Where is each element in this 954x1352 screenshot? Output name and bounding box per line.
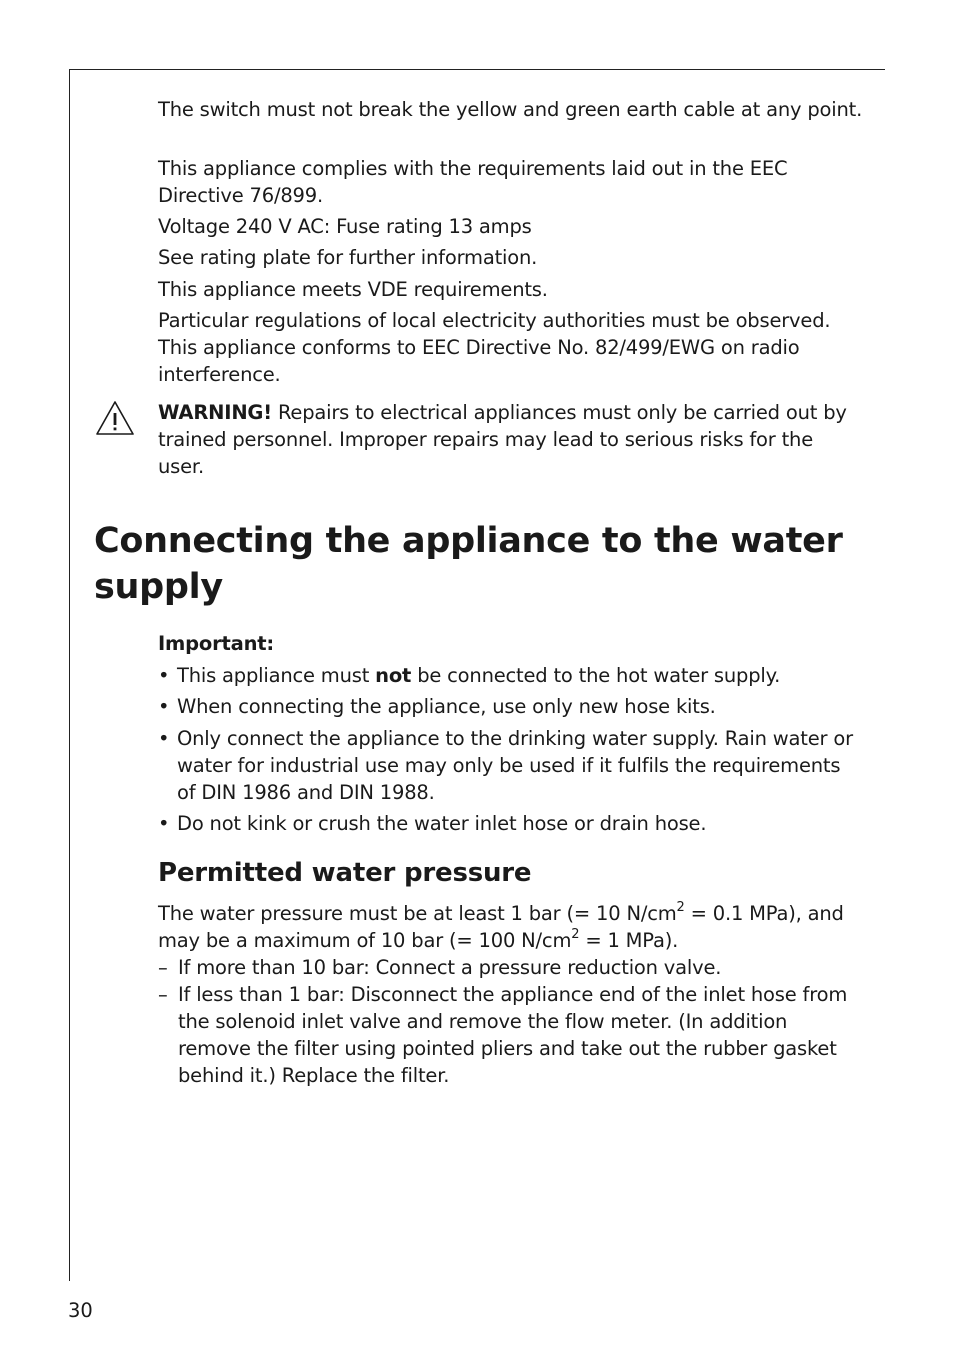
switch-note: The switch must not break the yellow and green earth cable at any point. [158,98,863,121]
list-item [158,662,863,689]
pressure-title: Permitted water pressure [158,858,532,888]
left-rule [69,69,70,1281]
warning-paragraph [158,399,863,480]
pressure-paragraph [158,900,863,954]
top-rule [69,69,885,70]
regulations-note: Particular regulations of local electricity authorities must be observed. This appliance conforms to EEC Directive No. 82/499/EWG on radio interference. [158,309,831,386]
list-item [158,810,863,837]
dash-1-text: If more than 10 bar: Connect a pressure reduction valve. [178,956,722,979]
warning-text: Repairs to electrical appliances must only be carried out by trained personnel. Improper repairs may lead to serious risks for the user. [158,401,847,478]
bullet-1-bold: not [375,664,412,687]
bullet-4-text: Do not kink or crush the water inlet hose or drain hose. [177,812,707,835]
pressure-line-1b: = 0.1 MPa), and [690,902,844,925]
bullet-icon: • [158,664,170,687]
voltage-note: Voltage 240 V AC: Fuse rating 13 amps [158,215,532,238]
pressure-line-2b: = 1 MPa). [585,929,679,952]
vde-note: This appliance meets VDE requirements. [158,278,548,301]
section-title: Connecting the appliance to the water supply [94,521,843,607]
rating-plate-note: See rating plate for further information. [158,246,538,269]
eec-note: This appliance complies with the requirements laid out in the EEC Directive 76/899. [158,157,788,207]
warning-label: WARNING! [158,401,272,424]
warning-triangle-icon [95,400,135,436]
dash-icon: – [158,956,168,979]
superscript-2: 2 [571,927,580,942]
page-number: 30 [68,1299,93,1322]
bullet-1-post: be connected to the hot water supply. [417,664,781,687]
superscript-2: 2 [676,900,685,915]
bullet-icon: • [158,695,170,718]
list-item [158,693,863,720]
list-item [158,725,863,806]
pressure-line-1a: The water pressure must be at least 1 bar (= 10 N/cm [158,902,677,925]
bullet-icon: • [158,727,170,750]
important-label: Important: [158,632,275,655]
list-item [158,954,863,981]
bullet-2-text: When connecting the appliance, use only new hose kits. [177,695,716,718]
dash-2-text: If less than 1 bar: Disconnect the appliance end of the inlet hose from the solenoid inlet valve and remove the flow meter. (In addition remove the filter using pointed pliers and take out the rubber gasket behind it.) Replace the filter. [178,983,848,1087]
bullet-icon: • [158,812,170,835]
pressure-line-2a: may be a maximum of 10 bar (= 100 N/cm [158,929,572,952]
dash-icon: – [158,983,168,1006]
bullet-1-pre: This appliance must [177,664,370,687]
bullet-3-text: Only connect the appliance to the drinking water supply. Rain water or water for industrial use may only be used if it fulfils the requirements of DIN 1986 and DIN 1988. [177,727,853,804]
list-item [158,981,863,1089]
